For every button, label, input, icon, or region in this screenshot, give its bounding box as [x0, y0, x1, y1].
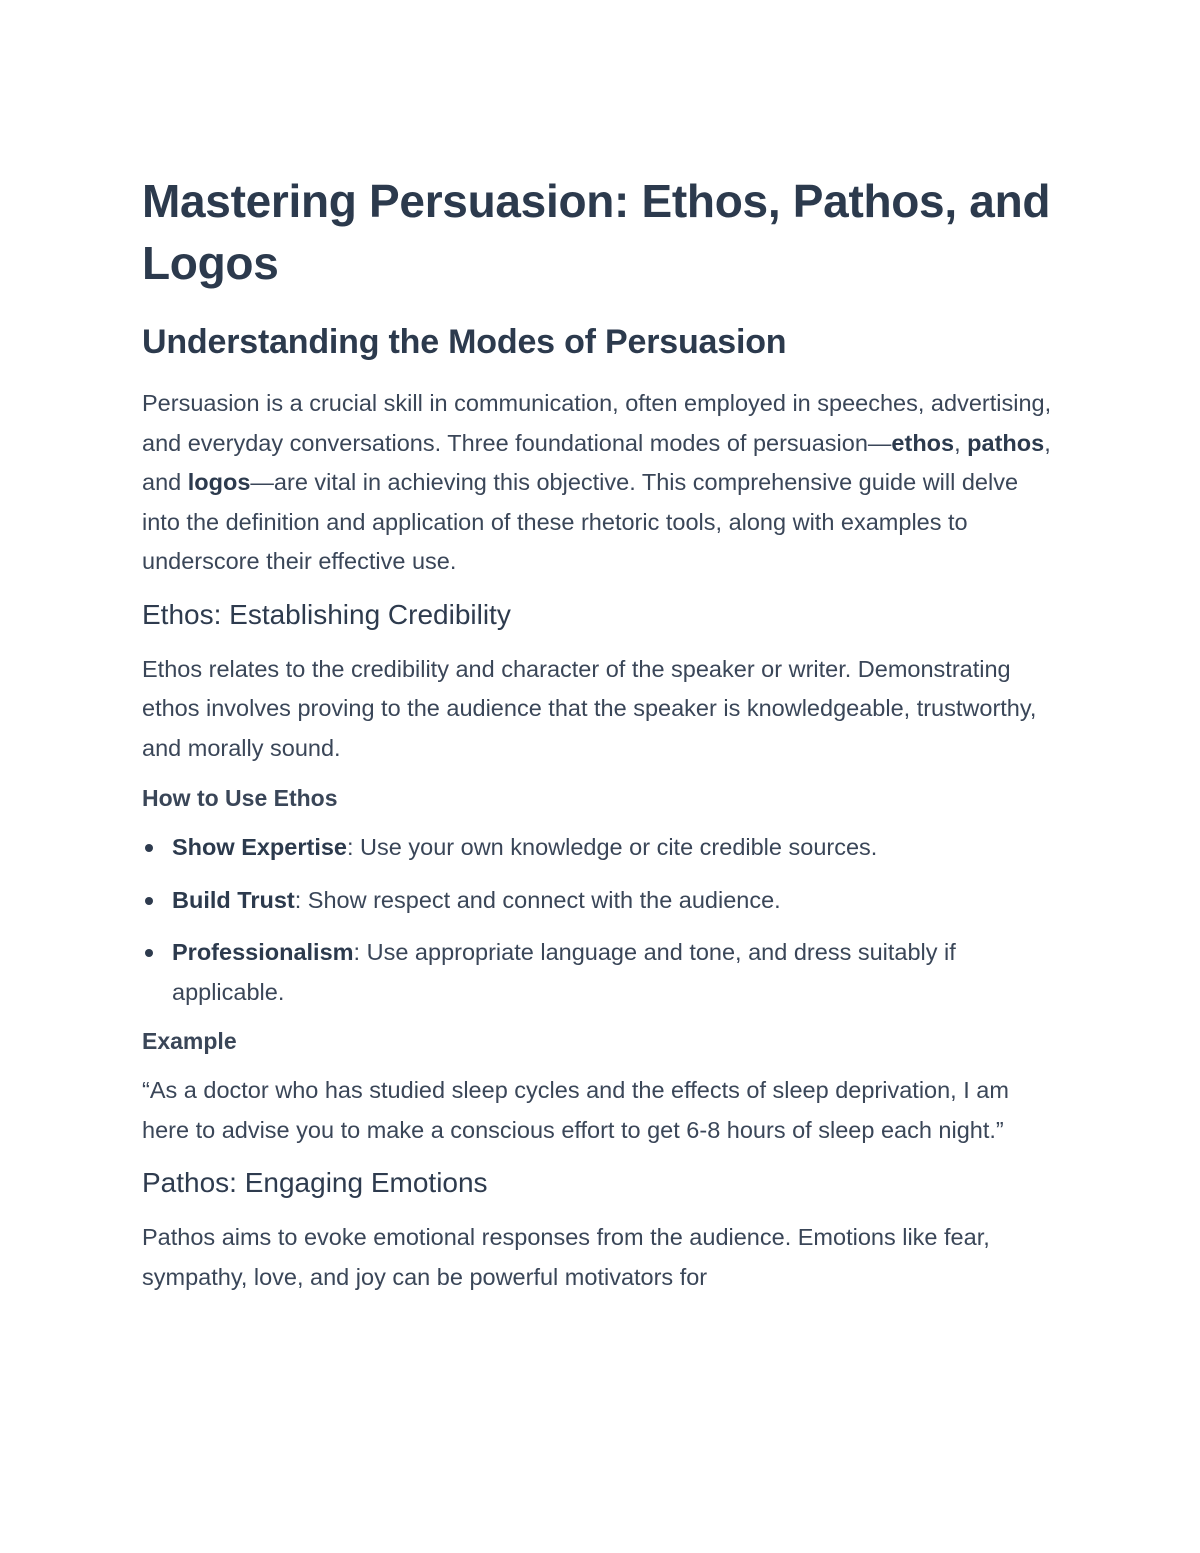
- section-heading: Understanding the Modes of Persuasion: [142, 323, 787, 361]
- intro-separator-1: ,: [954, 429, 968, 456]
- tip-text: : Show respect and connect with the audience.: [294, 886, 781, 913]
- list-item: [142, 881, 1062, 921]
- ethos-heading: Ethos: Establishing Credibility: [142, 598, 511, 630]
- bullet-icon: [145, 949, 153, 957]
- intro-paragraph: [142, 384, 1062, 582]
- pathos-heading: Pathos: Engaging Emotions: [142, 1167, 488, 1198]
- pathos-paragraph: Pathos aims to evoke emotional responses from the audience. Emotions like fear, sympathy, love, and joy can be powerful motivators for: [142, 1224, 990, 1290]
- term-logos: logos: [187, 469, 251, 495]
- ethos-paragraph: Ethos relates to the credibility and character of the speaker or writer. Demonstrating ethos involves proving to the audience that the speaker is knowledgeable, trustworthy, and morally sound.: [142, 655, 1037, 761]
- list-item: [142, 828, 1062, 868]
- tip-text: : Use your own knowledge or cite credible sources.: [347, 834, 878, 860]
- page-title: Mastering Persuasion: Ethos, Pathos, and Logos: [142, 175, 1051, 289]
- intro-text-end: —are vital in achieving this objective. This comprehensive guide will delve into the definition and application of these rhetoric tools, along with examples to underscore their effective use.: [142, 469, 1019, 574]
- intro-separator-2: , and: [142, 429, 1051, 495]
- document-page: [142, 170, 1062, 1311]
- ethos-tips-list: [142, 828, 1062, 1012]
- how-to-use-ethos-heading: How to Use Ethos: [142, 785, 338, 811]
- term-ethos: ethos: [891, 429, 955, 456]
- example-quote: “As a doctor who has studied sleep cycles and the effects of sleep deprivation, I am here to advise you to make a conscious effort to get 6-8 hours of sleep each night.”: [142, 1077, 1009, 1143]
- list-item: [142, 933, 1062, 1012]
- example-heading: Example: [142, 1028, 237, 1054]
- tip-term: Build Trust: [172, 886, 295, 913]
- tip-term: Professionalism: [172, 939, 354, 965]
- intro-text-start: Persuasion is a crucial skill in communication, often employed in speeches, advertising, and everyday conversations. Three foundational modes of persuasion—: [142, 390, 1052, 456]
- tip-text: : Use appropriate language and tone, and dress suitably if applicable.: [172, 939, 956, 1005]
- tip-term: Show Expertise: [172, 834, 347, 860]
- term-pathos: pathos: [967, 429, 1045, 456]
- bullet-icon: [145, 897, 153, 905]
- bullet-icon: [145, 844, 153, 852]
